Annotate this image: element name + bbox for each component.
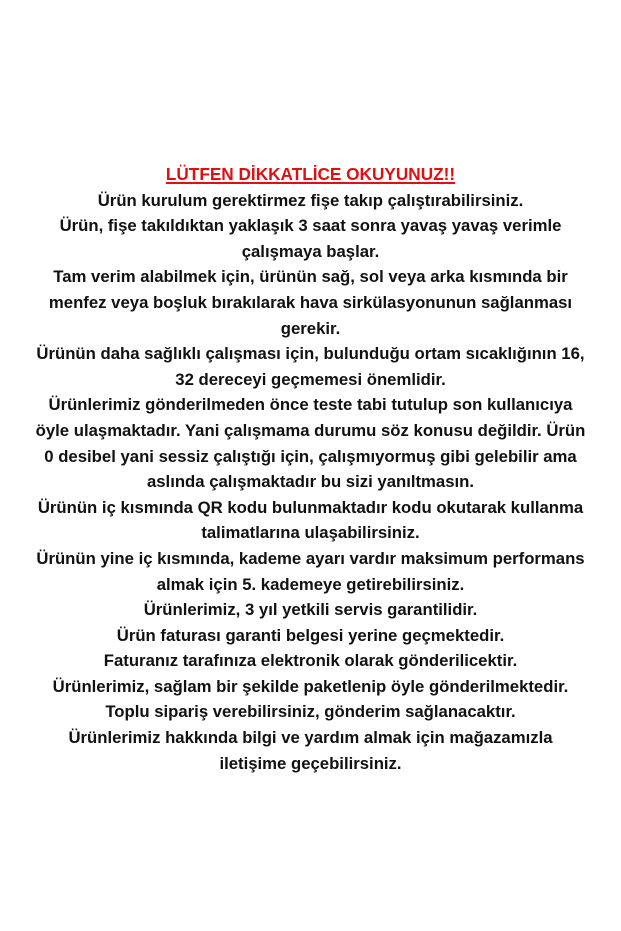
notice-line: Tam verim alabilmek için, ürünün sağ, sol veya arka kısmında bir — [53, 267, 568, 287]
notice-line: çalışmaya başlar. — [241, 241, 380, 261]
notice-line: Ürünlerimiz, sağlam bir şekilde paketlenip öyle gönderilmektedir. — [52, 676, 569, 696]
notice-line: Ürünlerimiz, 3 yıl yetkili servis garantilidir. — [143, 600, 478, 620]
notice-line: menfez veya boşluk bırakılarak hava sirkülasyonunun sağlanması — [48, 292, 573, 312]
notice-block — [0, 162, 621, 776]
notice-line: Ürünün yine iç kısmında, kademe ayarı vardır maksimum performans — [36, 548, 585, 568]
notice-line: aslında çalışmaktadır bu sizi yanıltmasın. — [146, 472, 475, 492]
notice-line: Ürün, fişe takıldıktan yaklaşık 3 saat sonra yavaş yavaş verimle — [59, 216, 562, 236]
notice-line: gerekir. — [280, 318, 341, 338]
notice-line: almak için 5. kademeye getirebilirsiniz. — [156, 574, 465, 594]
notice-line: Ürünlerimiz gönderilmeden önce teste tabi tutulup son kullanıcıya — [48, 395, 573, 415]
notice-line: Ürünün daha sağlıklı çalışması için, bulunduğu ortam sıcaklığının 16, — [36, 344, 585, 364]
notice-line: öyle ulaşmaktadır. Yani çalışmama durumu söz konusu değildir. Ürün — [35, 420, 586, 440]
notice-line: 32 dereceyi geçmemesi önemlidir. — [175, 369, 446, 389]
notice-line: Ürün faturası garanti belgesi yerine geçmektedir. — [116, 625, 505, 645]
notice-title: LÜTFEN DİKKATLİCE OKUYUNUZ!! — [165, 164, 456, 184]
notice-line: iletişime geçebilirsiniz. — [219, 753, 402, 773]
notice-line: 0 desibel yani sessiz çalıştığı için, çalışmıyormuş gibi gelebilir ama — [44, 446, 577, 466]
notice-line: Ürün kurulum gerektirmez fişe takıp çalıştırabilirsiniz. — [97, 190, 524, 210]
notice-line: talimatlarına ulaşabilirsiniz. — [201, 523, 420, 543]
notice-line: Ürünlerimiz hakkında bilgi ve yardım almak için mağazamızla — [68, 728, 553, 748]
notice-line: Toplu sipariş verebilirsiniz, gönderim sağlanacaktır. — [105, 702, 516, 722]
notice-line: Faturanız tarafınıza elektronik olarak gönderilicektir. — [103, 651, 518, 671]
notice-line: Ürünün iç kısmında QR kodu bulunmaktadır kodu okutarak kullanma — [37, 497, 584, 517]
